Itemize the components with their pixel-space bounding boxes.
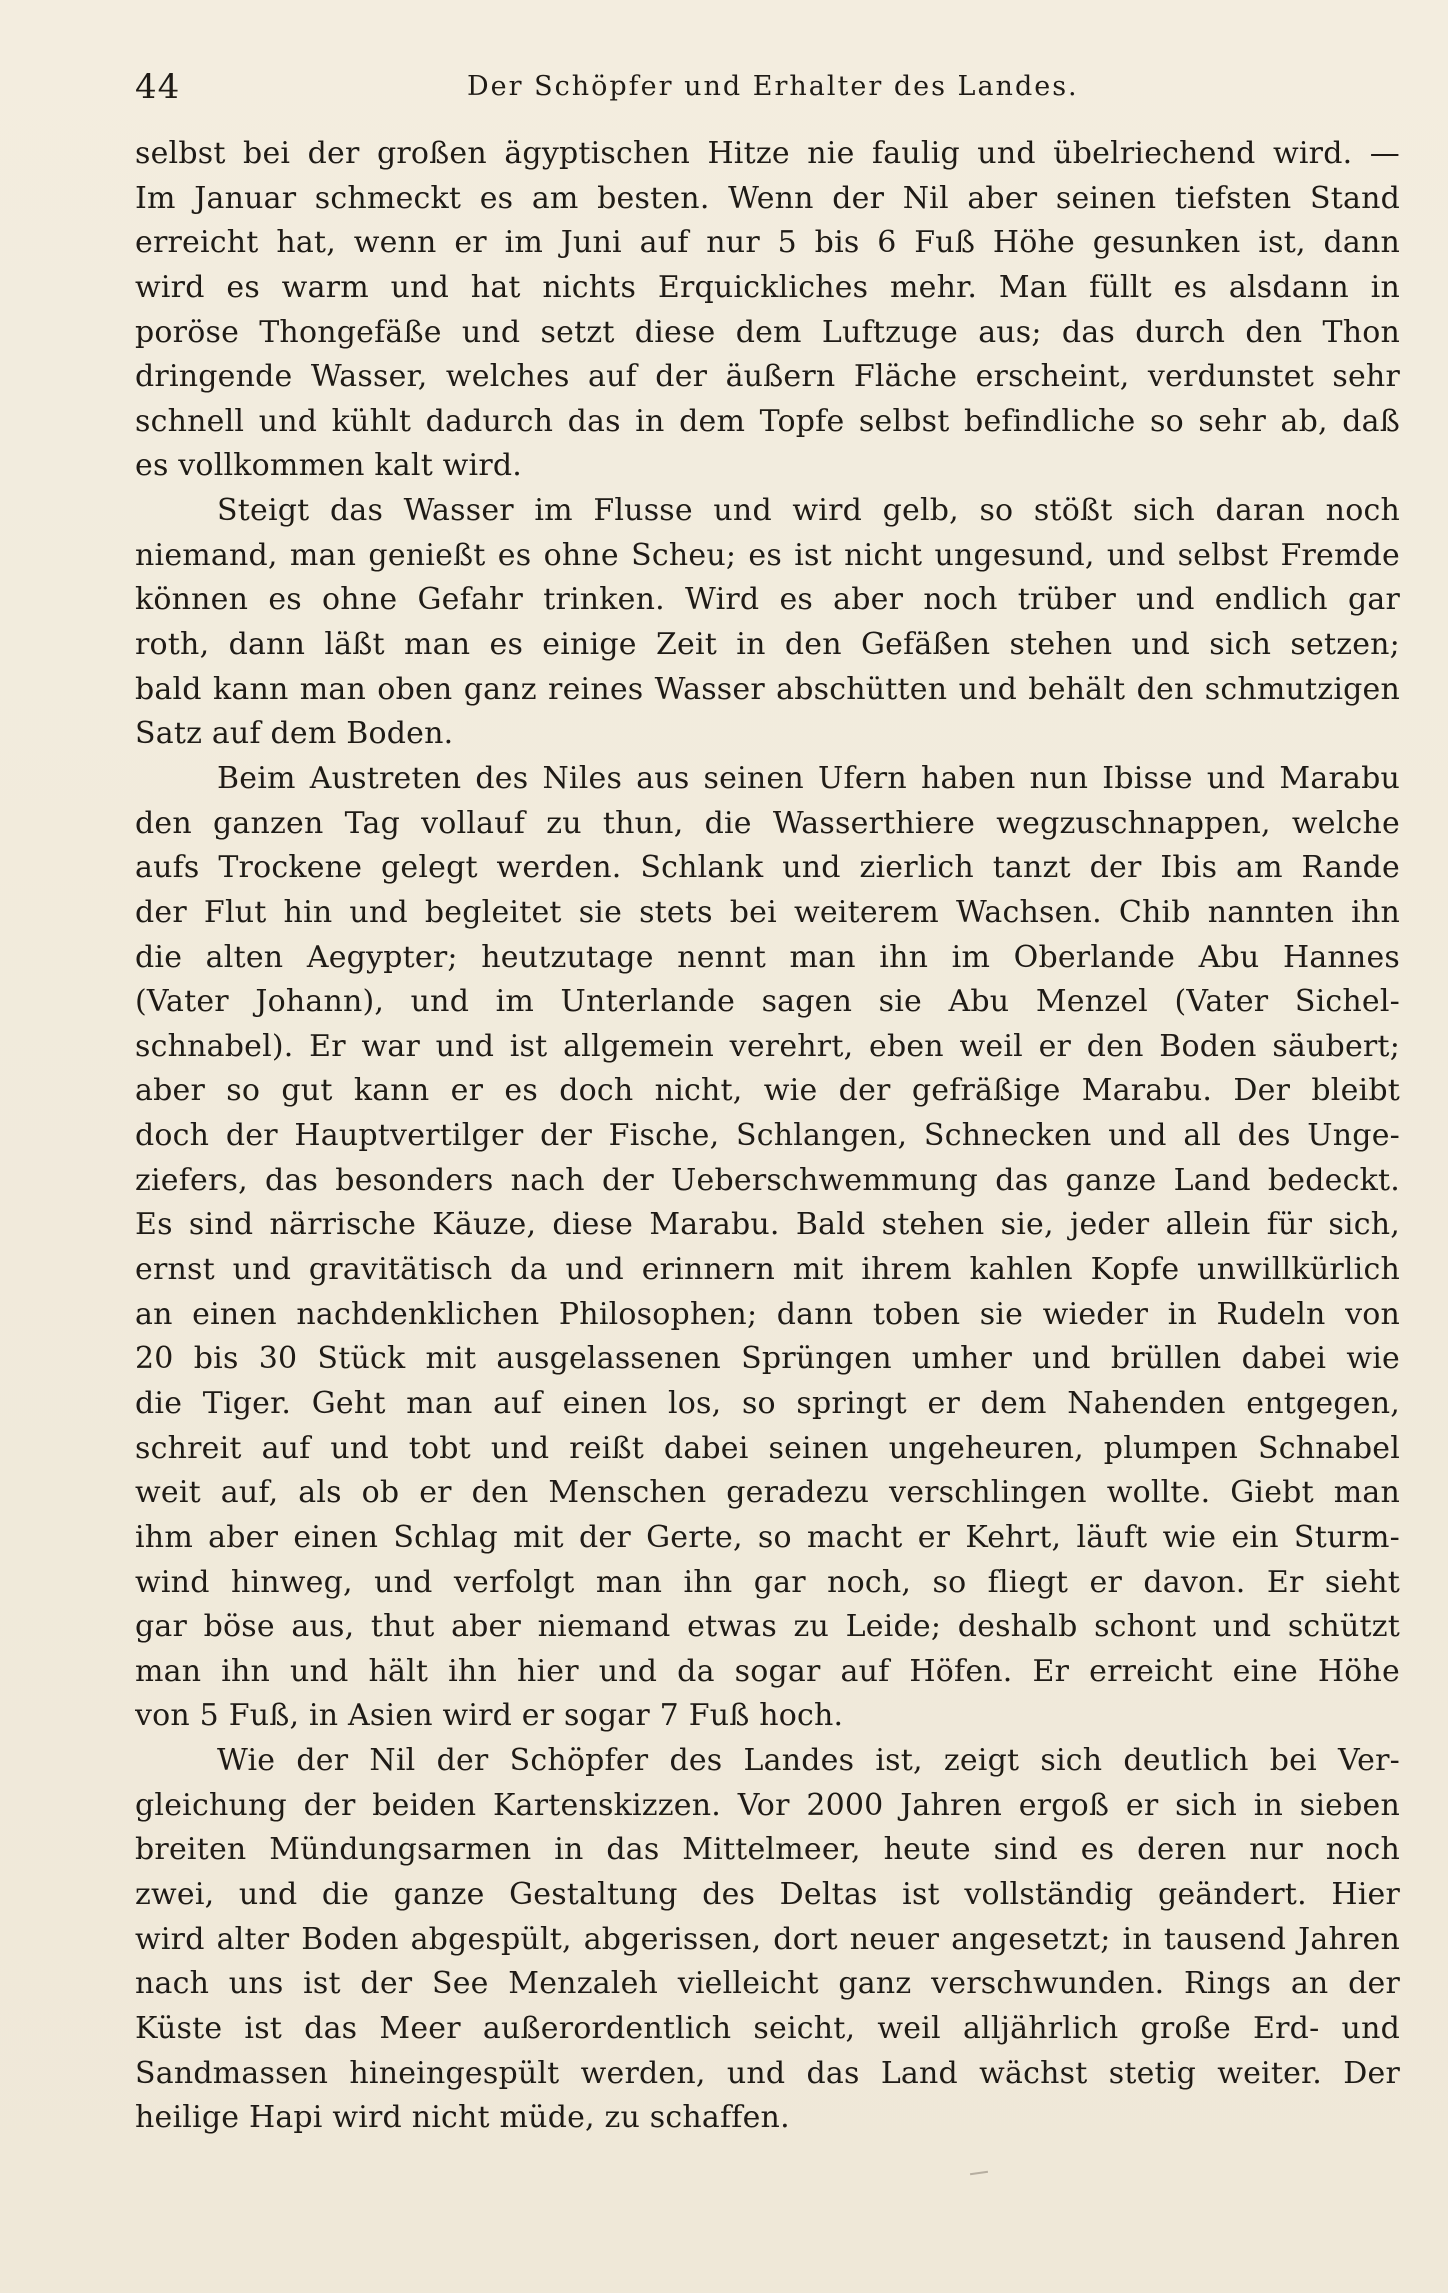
text-line: selbst bei der großen ägyptischen Hitze nie faulig und übelriechend wird. — bbox=[135, 136, 1400, 171]
text-line: den ganzen Tag vollauf zu thun, die Wasserthiere wegzuschnappen, welche bbox=[135, 805, 1400, 841]
text-line: an einen nachdenklichen Philosophen; dann toben sie wieder in Rudeln von bbox=[135, 1296, 1400, 1332]
text-line: dringende Wasser, welches auf der äußern Fläche erscheint, verdunstet sehr bbox=[135, 359, 1400, 395]
text-line: bald kann man oben ganz reines Wasser abschütten und behält den schmutzigen bbox=[135, 671, 1400, 707]
running-header bbox=[135, 62, 1330, 112]
text-line: Küste ist das Meer außerordentlich seicht, weil alljährlich große Erd- und bbox=[135, 2010, 1400, 2046]
text-line: ihm aber einen Schlag mit der Gerte, so macht er Kehrt, läuft wie ein Sturm- bbox=[135, 1519, 1400, 1555]
text-line: gar böse aus, thut aber niemand etwas zu Leide; deshalb schont und schützt bbox=[135, 1609, 1400, 1645]
text-line: aber so gut kann er es doch nicht, wie der gefräßige Marabu. Der bleibt bbox=[135, 1073, 1400, 1109]
text-line: schnell und kühlt dadurch das in dem Topfe selbst befindliche so sehr ab, daß bbox=[135, 403, 1400, 439]
text-line: von 5 Fuß, in Asien wird er sogar 7 Fuß hoch. bbox=[135, 1698, 844, 1734]
text-line: ernst und gravitätisch da und erinnern mit ihrem kahlen Kopfe unwillkürlich bbox=[135, 1252, 1400, 1288]
running-title: Der Schöpfer und Erhalter des Landes. bbox=[467, 71, 1079, 102]
text-line: nach uns ist der See Menzaleh vielleicht ganz verschwunden. Rings an der bbox=[135, 1966, 1400, 2002]
text-line: Satz auf dem Boden. bbox=[135, 716, 454, 752]
text-line: Sandmassen hineingespült werden, und das Land wächst stetig weiter. Der bbox=[135, 2055, 1400, 2091]
body-text bbox=[135, 132, 1400, 2141]
text-line: die alten Aegypter; heutzutage nennt man ihn im Oberlande Abu Hannes bbox=[135, 939, 1400, 975]
text-line: wird alter Boden abgespült, abgerissen, dort neuer angesetzt; in tausend Jahren bbox=[135, 1921, 1400, 1957]
paragraph bbox=[135, 132, 1400, 489]
text-line: breiten Mündungsarmen in das Mittelmeer, heute sind es deren nur noch bbox=[135, 1832, 1400, 1868]
text-line: doch der Hauptvertilger der Fische, Schlangen, Schnecken und all des Unge- bbox=[135, 1118, 1400, 1154]
text-line: Beim Austreten des Niles aus seinen Ufern haben nun Ibisse und Marabu bbox=[217, 760, 1400, 796]
print-mark bbox=[970, 2171, 988, 2175]
text-line: man ihn und hält ihn hier und da sogar auf Höfen. Er erreicht eine Höhe bbox=[135, 1653, 1400, 1689]
text-line: (Vater Johann), und im Unterlande sagen sie Abu Menzel (Vater Sichel- bbox=[135, 984, 1400, 1020]
text-line: zwei, und die ganze Gestaltung des Deltas ist vollständig geändert. Hier bbox=[135, 1876, 1400, 1912]
text-line: 20 bis 30 Stück mit ausgelassenen Sprüngen umher und brüllen dabei wie bbox=[135, 1341, 1400, 1377]
paragraph bbox=[135, 757, 1400, 1739]
text-line: Steigt das Wasser im Flusse und wird gelb, so stößt sich daran noch bbox=[217, 493, 1400, 529]
text-line: niemand, man genießt es ohne Scheu; es ist nicht ungesund, und selbst Fremde bbox=[135, 537, 1400, 573]
text-line: Im Januar schmeckt es am besten. Wenn der Nil aber seinen tiefsten Stand bbox=[135, 180, 1400, 216]
text-line: erreicht hat, wenn er im Juni auf nur 5 bis 6 Fuß Höhe gesunken ist, dann bbox=[135, 225, 1400, 261]
text-line: ziefers, das besonders nach der Ueberschwemmung das ganze Land bedeckt. bbox=[135, 1162, 1400, 1198]
text-line: schnabel). Er war und ist allgemein verehrt, eben weil er den Boden säubert; bbox=[135, 1028, 1400, 1064]
text-line: roth, dann läßt man es einige Zeit in den Gefäßen stehen und sich setzen; bbox=[135, 627, 1400, 663]
text-line: gleichung der beiden Kartenskizzen. Vor 2000 Jahren ergoß er sich in sieben bbox=[135, 1787, 1400, 1823]
paragraph bbox=[135, 489, 1400, 757]
text-line: wind hinweg, und verfolgt man ihn gar noch, so fliegt er davon. Er sieht bbox=[135, 1564, 1400, 1600]
text-line: aufs Trockene gelegt werden. Schlank und zierlich tanzt der Ibis am Rande bbox=[135, 850, 1400, 886]
text-line: schreit auf und tobt und reißt dabei seinen ungeheuren, plumpen Schnabel bbox=[135, 1430, 1400, 1466]
page-number: 44 bbox=[135, 67, 181, 107]
text-line: wird es warm und hat nichts Erquickliches mehr. Man füllt es alsdann in bbox=[135, 269, 1400, 305]
paragraph bbox=[135, 1739, 1400, 2141]
text-line: poröse Thongefäße und setzt diese dem Luftzuge aus; das durch den Thon bbox=[135, 314, 1400, 350]
text-line: weit auf, als ob er den Menschen geradezu verschlingen wollte. Giebt man bbox=[135, 1475, 1400, 1511]
text-line: es vollkommen kalt wird. bbox=[135, 448, 523, 484]
text-line: die Tiger. Geht man auf einen los, so springt er dem Nahenden entgegen, bbox=[135, 1385, 1400, 1421]
text-line: Es sind närrische Käuze, diese Marabu. Bald stehen sie, jeder allein für sich, bbox=[135, 1207, 1400, 1243]
text-line: Wie der Nil der Schöpfer des Landes ist, zeigt sich deutlich bei Ver- bbox=[217, 1743, 1400, 1779]
text-line: heilige Hapi wird nicht müde, zu schaffen. bbox=[135, 2100, 790, 2136]
text-line: können es ohne Gefahr trinken. Wird es aber noch trüber und endlich gar bbox=[135, 582, 1400, 618]
text-line: der Flut hin und begleitet sie stets bei weiterem Wachsen. Chib nannten ihn bbox=[135, 894, 1400, 930]
